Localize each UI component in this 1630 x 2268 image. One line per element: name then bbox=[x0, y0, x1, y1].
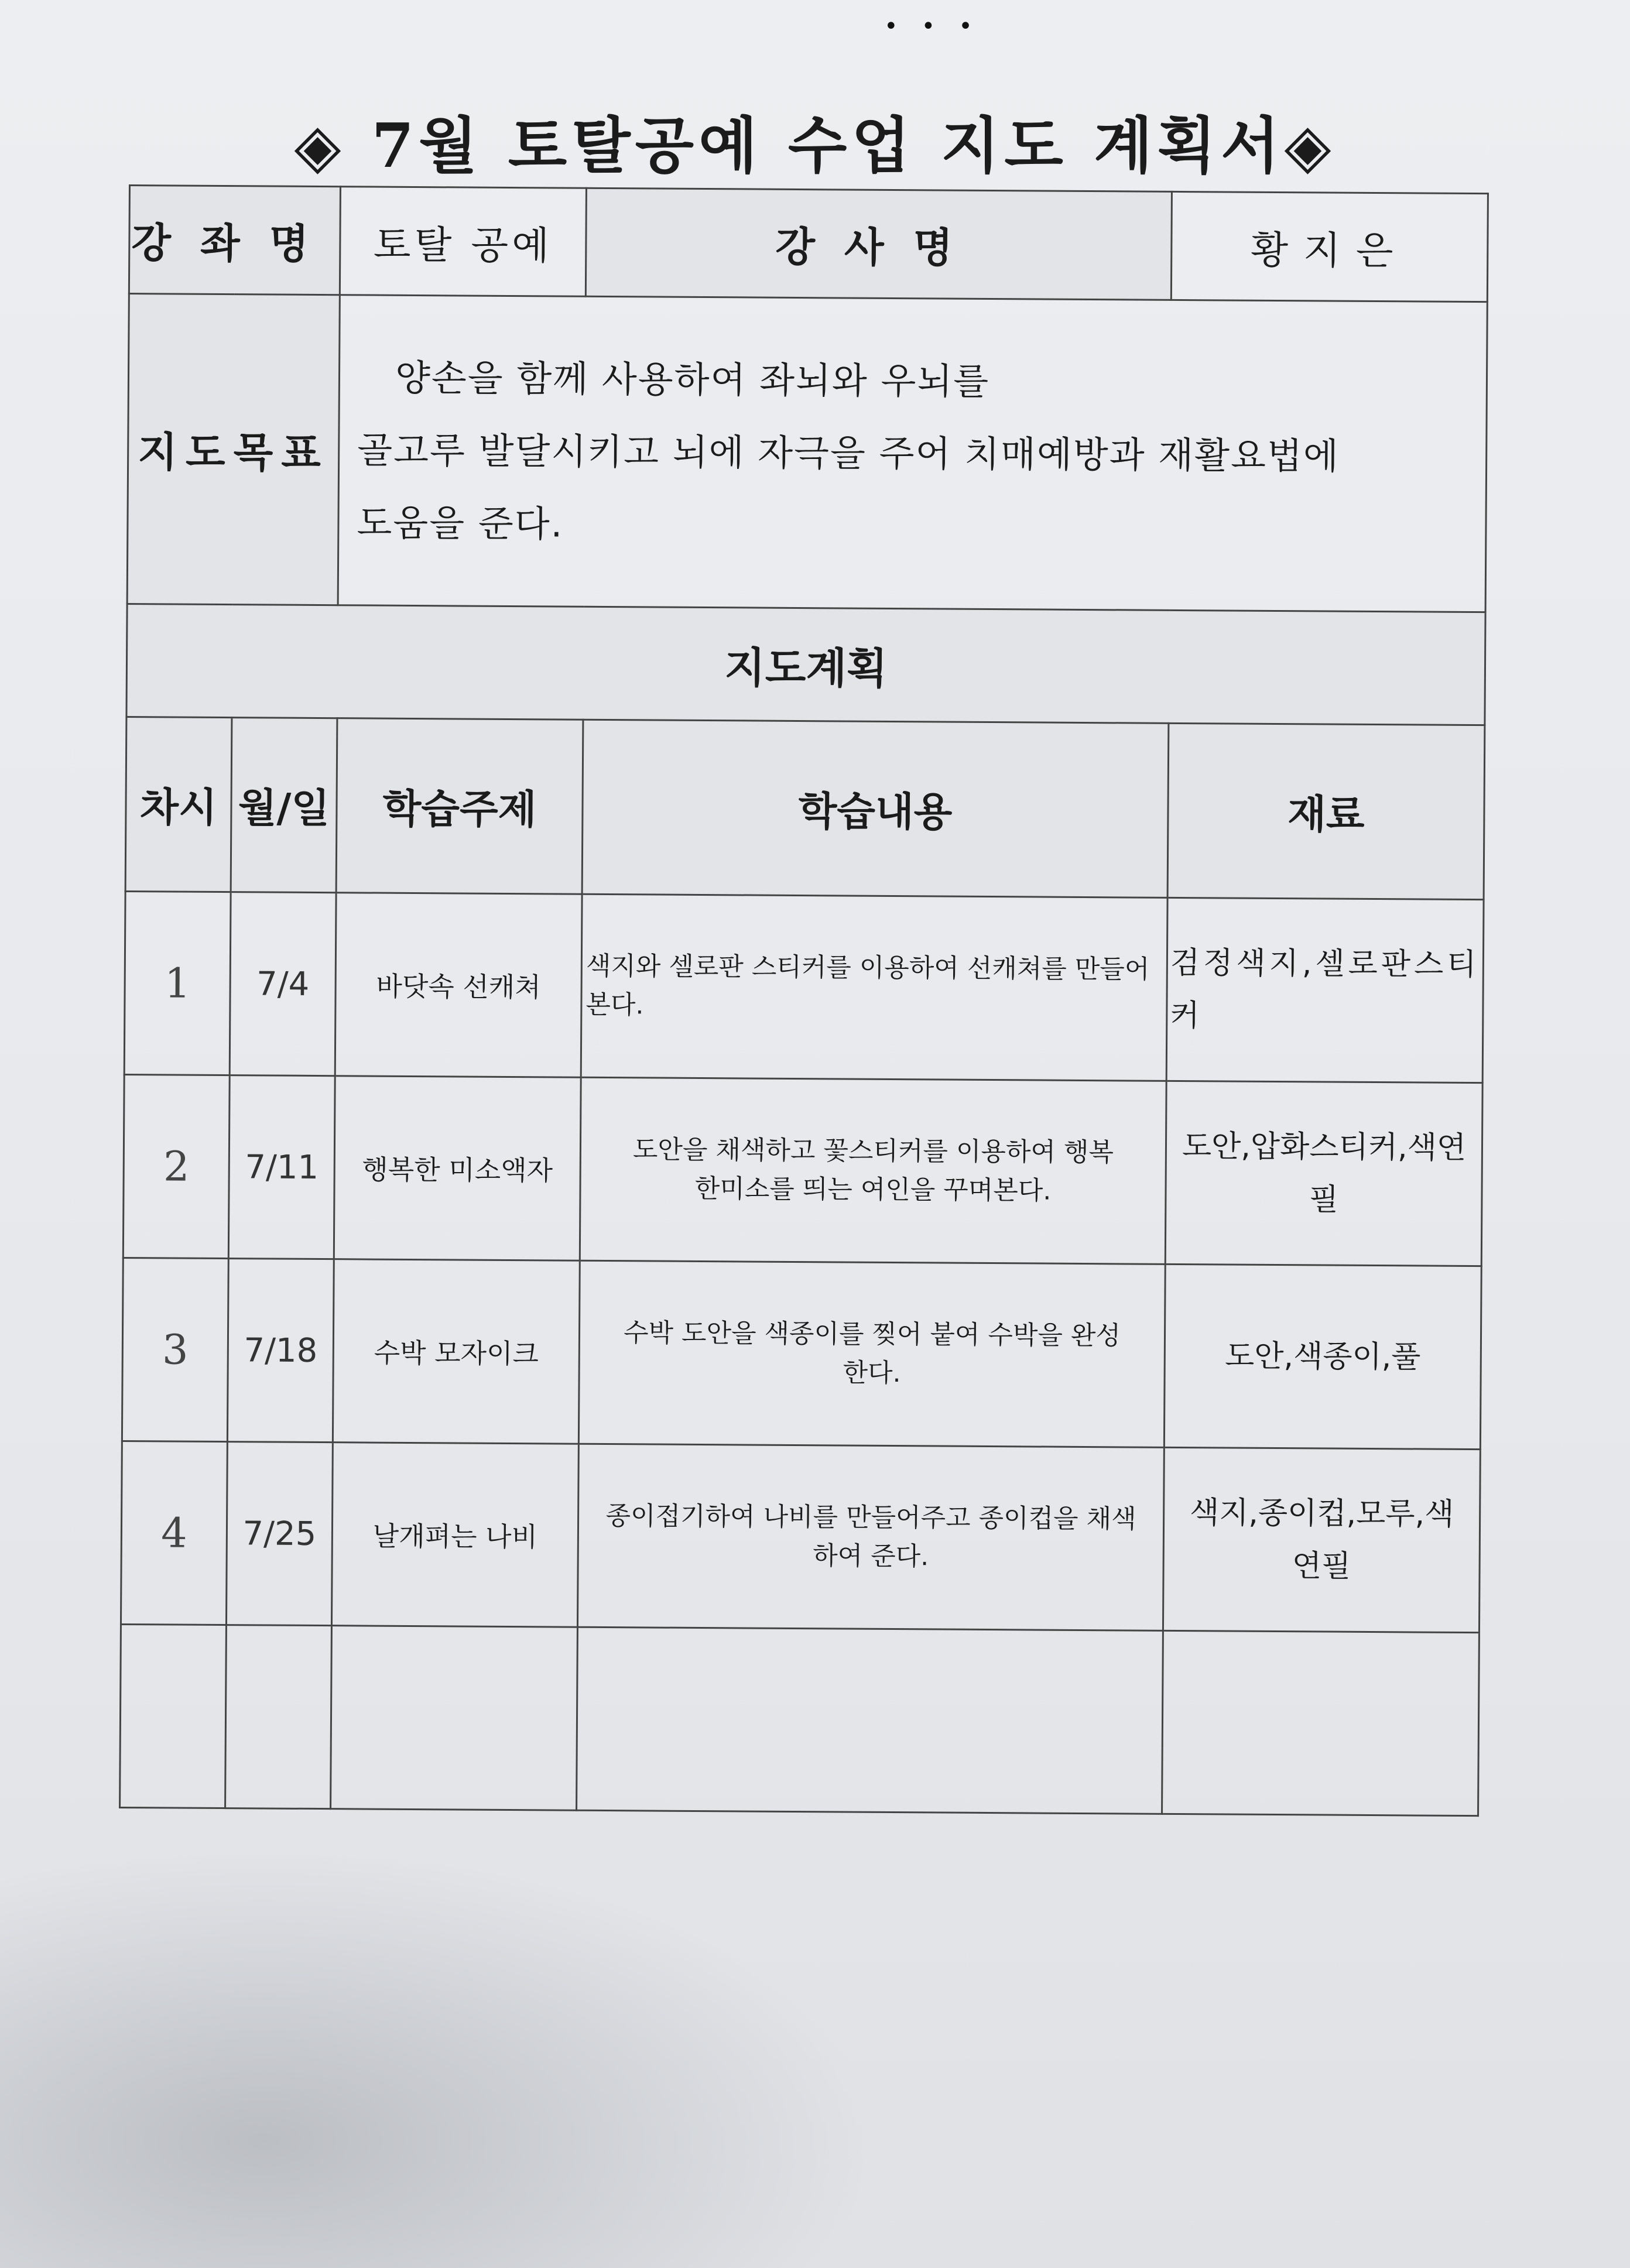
plan-heading: 지도계획 bbox=[126, 604, 1485, 725]
table-row-empty bbox=[120, 1624, 1480, 1815]
plan-table bbox=[119, 184, 1489, 1817]
session-topic: 행복한 미소액자 bbox=[334, 1076, 581, 1261]
session-date: 7/4 bbox=[230, 892, 336, 1076]
session-content: 도안을 채색하고 꽃스티커를 이용하여 행복한미소를 띄는 여인을 꾸며본다. bbox=[580, 1077, 1166, 1264]
session-content bbox=[577, 1627, 1163, 1814]
session-number bbox=[120, 1624, 227, 1808]
plan-heading-row bbox=[126, 604, 1485, 725]
column-header-row bbox=[125, 717, 1485, 899]
col-date: 월/일 bbox=[231, 718, 337, 893]
session-material: 검정색지,셀로판스티커 bbox=[1166, 897, 1484, 1082]
session-number: 4 bbox=[121, 1441, 227, 1625]
col-material: 재료 bbox=[1167, 723, 1485, 899]
goal-text bbox=[338, 295, 1487, 612]
session-date bbox=[225, 1625, 332, 1809]
course-label: 강좌명 bbox=[129, 186, 340, 295]
session-number: 2 bbox=[123, 1074, 230, 1258]
col-session: 차시 bbox=[125, 717, 232, 892]
session-number: 3 bbox=[122, 1258, 228, 1441]
session-date: 7/18 bbox=[227, 1259, 334, 1443]
col-content: 학습내용 bbox=[582, 720, 1169, 897]
session-topic bbox=[331, 1626, 578, 1811]
session-content: 종이접기하여 나비를 만들어주고 종이컵을 채색하여 준다. bbox=[577, 1444, 1164, 1630]
session-topic: 날개펴는 나비 bbox=[331, 1443, 578, 1628]
table-row bbox=[123, 1074, 1482, 1266]
goal-row bbox=[127, 294, 1487, 612]
table-row bbox=[122, 1258, 1481, 1449]
teacher-value: 황지은 bbox=[1171, 191, 1488, 302]
session-topic: 바닷속 선캐쳐 bbox=[335, 893, 582, 1078]
col-topic: 학습주제 bbox=[336, 718, 583, 895]
session-topic: 수박 모자이크 bbox=[333, 1259, 580, 1444]
header-row bbox=[129, 186, 1488, 302]
session-material: 도안,색종이,풀 bbox=[1164, 1264, 1481, 1449]
session-material: 도안,압화스티커,색연필 bbox=[1165, 1081, 1482, 1266]
photo-shadow bbox=[0, 1844, 878, 2268]
goal-label: 지도목표 bbox=[127, 294, 340, 605]
table-row bbox=[121, 1441, 1480, 1632]
session-content: 색지와 셀로판 스티커를 이용하여 선캐쳐를 만들어본다. bbox=[581, 894, 1167, 1081]
goal-line: 골고루 발달시키고 뇌에 자극을 주어 치매예방과 재활요법에 bbox=[357, 428, 1340, 478]
session-material: 색지,종이컵,모루,색연필 bbox=[1163, 1447, 1480, 1632]
session-material bbox=[1162, 1630, 1480, 1815]
teacher-label: 강사명 bbox=[585, 188, 1172, 300]
session-number: 1 bbox=[124, 891, 231, 1075]
course-value: 토탈 공예 bbox=[340, 187, 586, 297]
session-date: 7/25 bbox=[226, 1442, 333, 1626]
goal-line: 도움을 준다. bbox=[357, 501, 564, 546]
document-title: ◈ 7월 토탈공예 수업 지도 계획서◈ bbox=[294, 109, 1336, 181]
goal-line: 양손을 함께 사용하여 좌뇌와 우뇌를 bbox=[357, 355, 990, 403]
session-date: 7/11 bbox=[228, 1075, 335, 1259]
session-content: 수박 도안을 색종이를 찢어 붙여 수박을 완성한다. bbox=[578, 1260, 1165, 1447]
paper-marks: ••• bbox=[884, 13, 996, 40]
table-row bbox=[124, 891, 1484, 1082]
